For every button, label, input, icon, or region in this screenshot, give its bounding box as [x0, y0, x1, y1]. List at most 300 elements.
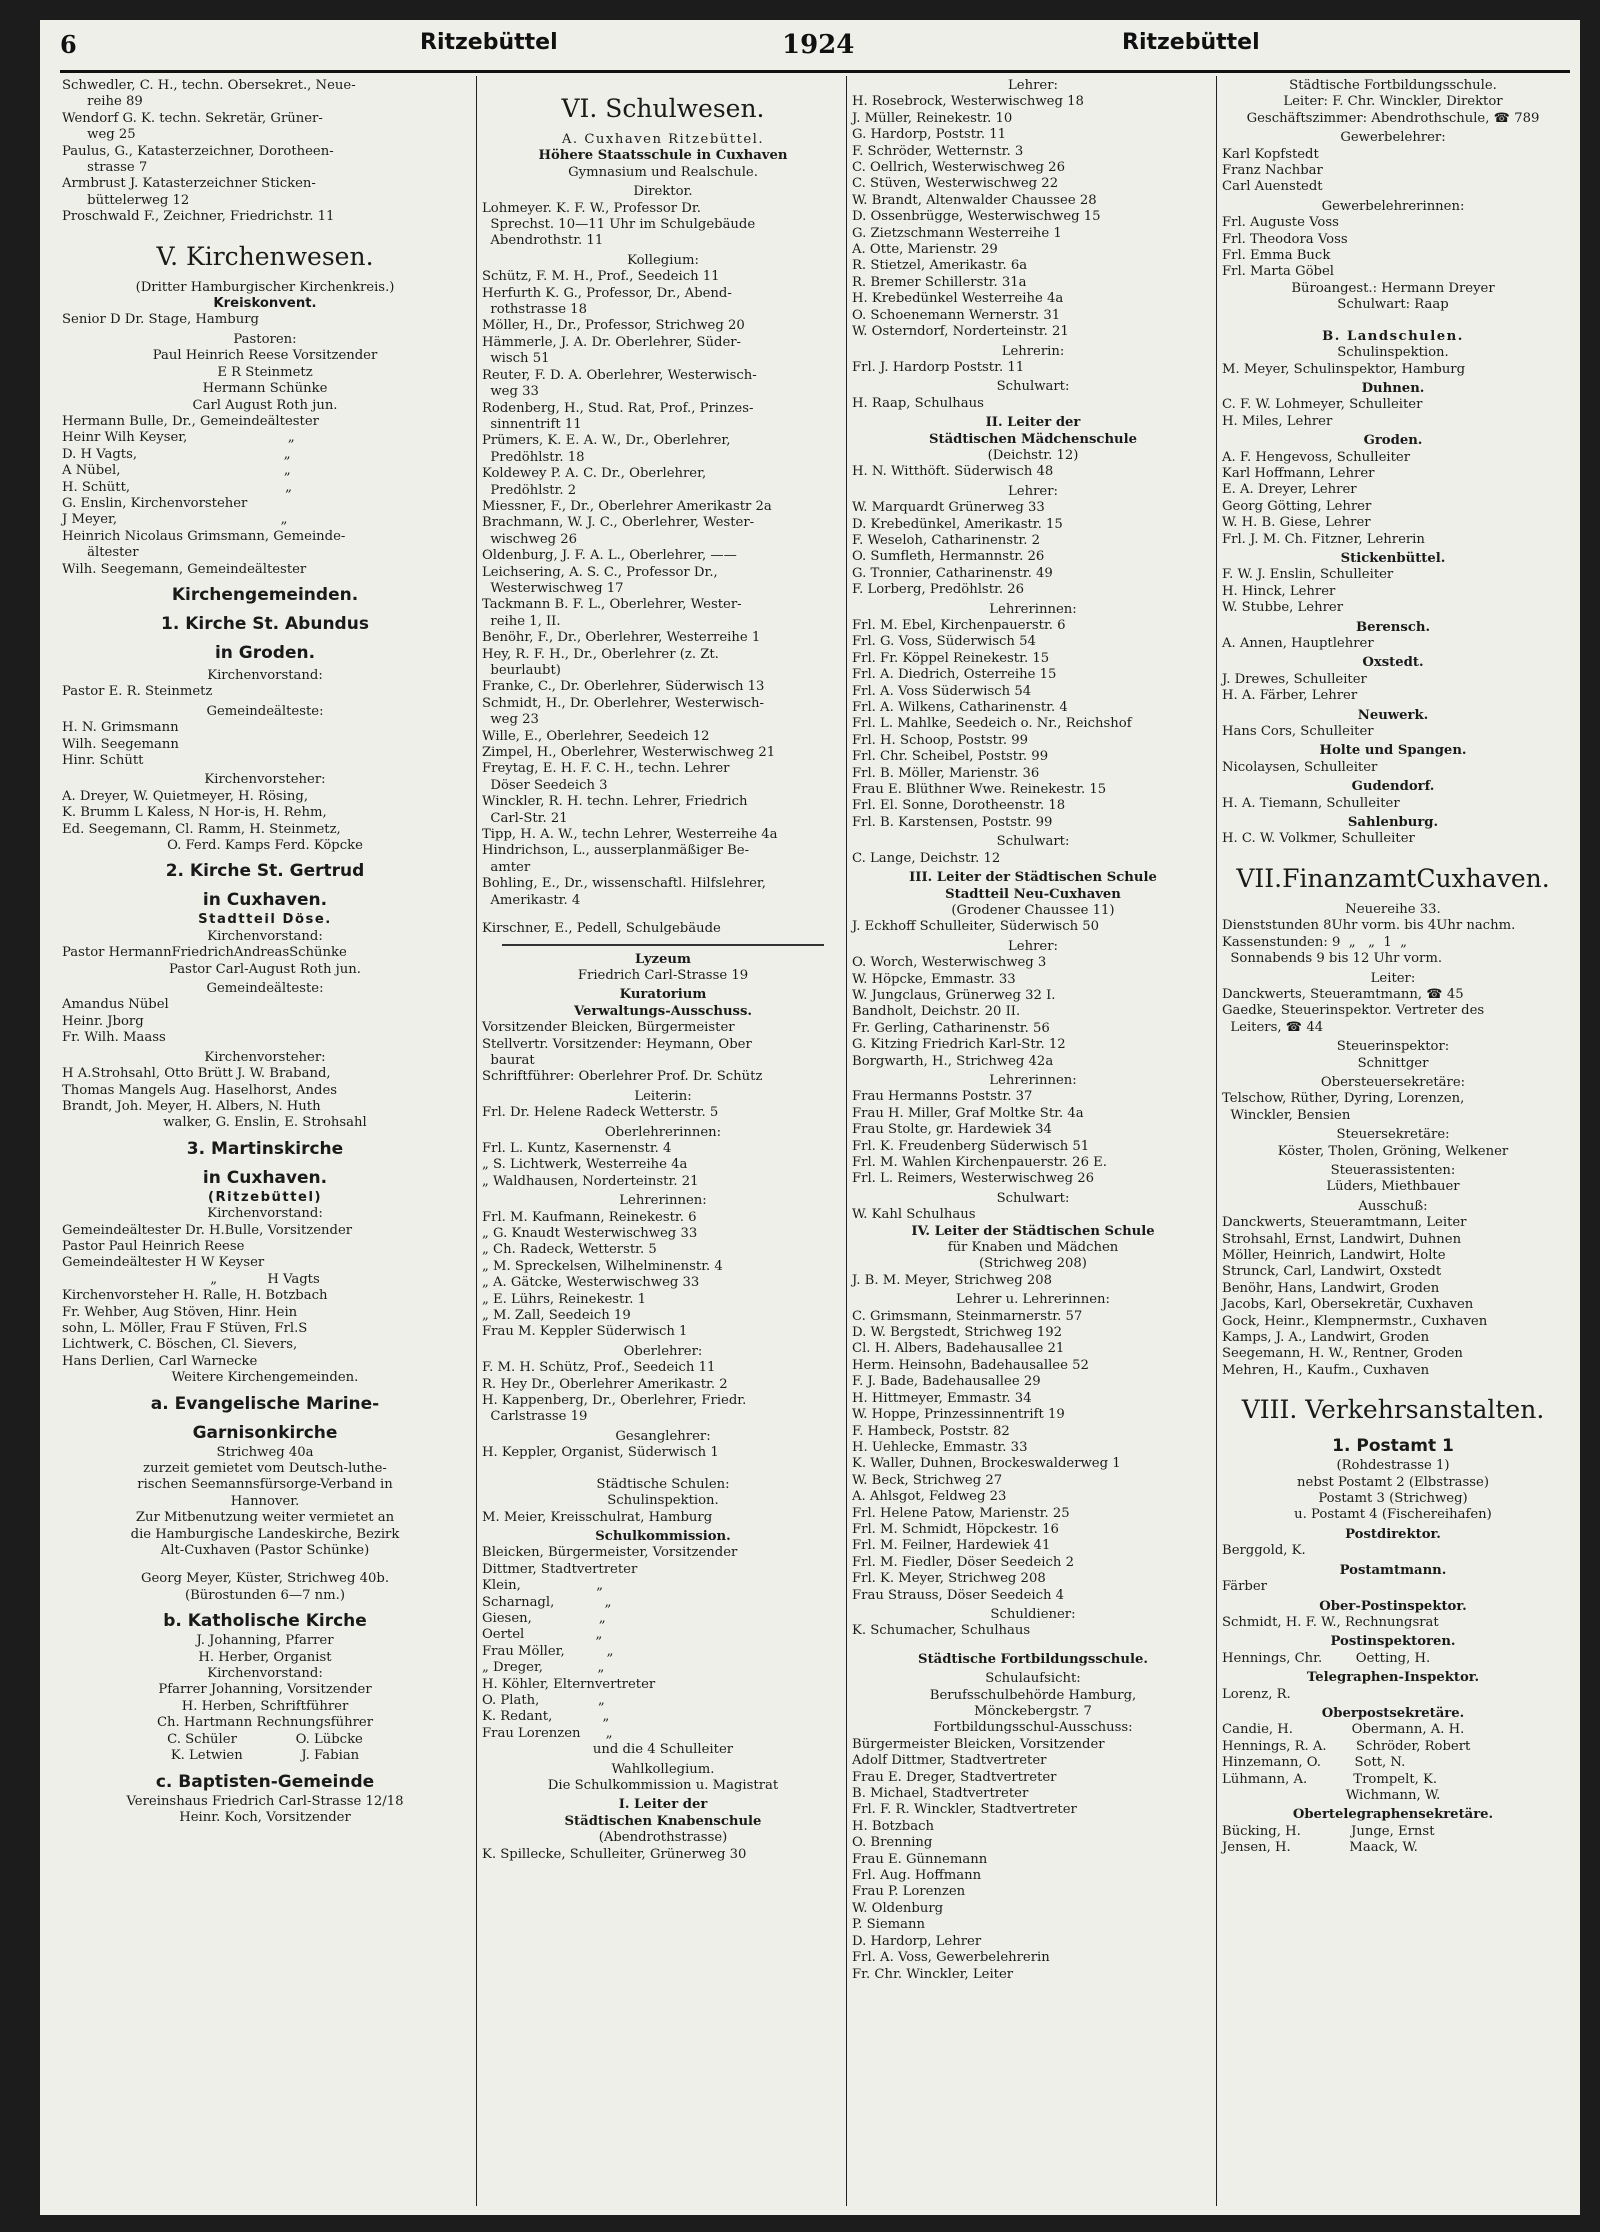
entry-line: Frau H. Miller, Graf Moltke Str. 4a: [852, 1105, 1084, 1121]
entry-line: D. Ossenbrügge, Westerwischweg 15: [852, 209, 1101, 225]
entry-line: Lorenz, R.: [1222, 1686, 1291, 1702]
entry-line: Postdirektor.: [1345, 1526, 1441, 1542]
entry-line: Frl. Emma Buck: [1222, 248, 1331, 264]
entry-line: Georg Götting, Lehrer: [1222, 498, 1372, 514]
entry-line: Lehrerinnen:: [619, 1193, 707, 1209]
section-heading: a. Evangelische Marine-: [150, 1393, 380, 1414]
entry-line: (Ritzebüttel): [207, 1189, 323, 1205]
entry-line: Senior D Dr. Stage, Hamburg: [62, 312, 259, 328]
entry-line: Fr. Wilh. Maass: [62, 1030, 166, 1046]
entry-line: Die Schulkommission u. Magistrat: [547, 1778, 779, 1793]
entry-line: Kirchenvorsteher:: [204, 1049, 326, 1065]
entry-line: Neuwerk.: [1357, 707, 1429, 723]
entry-line: G. Kitzing Friedrich Karl-Str. 12: [852, 1037, 1066, 1053]
entry-line: Fr. Chr. Winckler, Leiter: [852, 1966, 1014, 1982]
entry-line: Heinr. Jborg: [62, 1013, 144, 1029]
entry-line: B. Michael, Stadtvertreter: [852, 1786, 1029, 1802]
entry-line: W. Höpcke, Emmastr. 33: [852, 971, 1016, 987]
entry-line: D. Hardorp, Lehrer: [852, 1933, 982, 1949]
entry-line: (Abendrothstrasse): [598, 1830, 728, 1846]
entry-line: Abendrothstr. 11: [482, 233, 604, 249]
column-4: [1218, 78, 1568, 2198]
year: 1924: [782, 30, 855, 60]
entry-line: Gymnasium und Realschule.: [568, 164, 758, 180]
entry-line: [482, 1462, 844, 1474]
entry-line: Miessner, F., Dr., Oberlehrer Amerikastr 2a: [482, 498, 772, 514]
entry-line: D. H Vagts, „: [62, 446, 291, 462]
entry-line: Lyzeum: [635, 951, 691, 967]
entry-line: Oberpostsekretäre.: [1321, 1705, 1465, 1721]
entry-line: nebst Postamt 2 (Elbstrasse): [1297, 1474, 1489, 1490]
entry-line: Kreiskonvent.: [213, 296, 317, 312]
entry-line: J. Müller, Reinekestr. 10: [852, 110, 1013, 126]
entry-line: Armbrust J. Katasterzeichner Sticken-: [62, 176, 316, 192]
column-1: [58, 78, 472, 2198]
entry-line: Pastor E. R. Steinmetz: [62, 684, 213, 700]
entry-line: H. A. Tiemann, Schulleiter: [1222, 795, 1400, 811]
entry-line: Danckwerts, Steueramtmann, ☎ 45: [1222, 986, 1464, 1002]
entry-line: H. Uehlecke, Emmastr. 33: [852, 1439, 1028, 1455]
entry-line: Leiterin:: [634, 1088, 692, 1104]
entry-line: W. Stubbe, Lehrer: [1222, 600, 1343, 616]
entry-line: Schnittger: [1357, 1055, 1429, 1071]
section-heading: in Cuxhaven.: [202, 890, 328, 911]
entry-line: K. Brumm L Kaless, N Hor-is, H. Rehm,: [62, 805, 327, 821]
entry-line: Gock, Heinr., Klempnermstr., Cuxhaven: [1222, 1313, 1488, 1329]
entry-line: Wichmann, W.: [1345, 1787, 1441, 1803]
entry-line: Färber: [1222, 1579, 1267, 1595]
entry-line: Groden.: [1363, 433, 1423, 449]
entry-line: Hindrichson, L., ausserplanmäßiger Be-: [482, 843, 750, 859]
entry-line: Mehren, H., Kaufm., Cuxhaven: [1222, 1362, 1430, 1378]
directory-page: [40, 20, 1580, 2215]
entry-line: Städtische Fortbildungsschule.: [1289, 78, 1497, 93]
entry-line: Kuratorium: [619, 987, 707, 1003]
entry-line: Berufsschulbehörde Hamburg,: [929, 1687, 1137, 1703]
entry-line: walker, G. Enslin, E. Strohsahl: [163, 1115, 367, 1131]
entry-line: Danckwerts, Steueramtmann, Leiter: [1222, 1215, 1467, 1231]
entry-line: (Rohdestrasse 1): [1336, 1458, 1450, 1474]
entry-line: für Knaben und Mädchen: [947, 1240, 1119, 1256]
entry-line: Sonnabends 9 bis 12 Uhr vorm.: [1222, 951, 1443, 967]
entry-line: Paulus, G., Katasterzeichner, Dorotheen-: [62, 143, 334, 159]
entry-line: J. B. M. Meyer, Strichweg 208: [852, 1272, 1053, 1288]
entry-line: Gemeindeälteste:: [206, 981, 324, 997]
entry-line: (Dritter Hamburgischer Kirchenkreis.): [135, 279, 395, 295]
entry-line: H. Herben, Schriftführer: [181, 1698, 349, 1714]
section-heading: 3. Martinskirche: [186, 1138, 344, 1159]
entry-line: amter: [482, 859, 531, 875]
entry-line: Ausschuß:: [1358, 1198, 1428, 1214]
section-heading: VIII. Verkehrsanstalten.: [1241, 1395, 1545, 1425]
entry-line: Hermann Bulle, Dr., Gemeindeältester: [62, 413, 319, 429]
entry-line: O. Sumfleth, Hermannstr. 26: [852, 549, 1045, 565]
entry-line: Wilh. Seegemann: [62, 736, 179, 752]
page-number: 6: [60, 30, 77, 59]
entry-line: Carl-Str. 21: [482, 810, 568, 826]
entry-line: „ H Vagts: [210, 1271, 320, 1287]
entry-line: „ Ch. Radeck, Wetterstr. 5: [482, 1242, 657, 1258]
entry-line: Neuereihe 33.: [1345, 901, 1441, 917]
column-3: [848, 78, 1218, 2198]
entry-line: Westerwischweg 17: [482, 580, 624, 596]
entry-line: „ G. Knaudt Westerwischweg 33: [482, 1226, 698, 1241]
entry-line: Hinr. Schütt: [62, 753, 144, 768]
entry-line: Prümers, K. E. A. W., Dr., Oberlehrer,: [482, 433, 731, 449]
entry-line: R. Stietzel, Amerikastr. 6a: [852, 258, 1028, 274]
entry-line: K. Schumacher, Schulhaus: [852, 1623, 1031, 1639]
entry-line: „ M. Zall, Seedeich 19: [482, 1308, 631, 1324]
entry-line: F. W. J. Enslin, Schulleiter: [1222, 567, 1394, 583]
section-heading: in Groden.: [214, 642, 316, 663]
entry-line: Schriftführer: Oberlehrer Prof. Dr. Schütz: [482, 1069, 763, 1085]
entry-line: IV. Leiter der Städtischen Schule: [911, 1223, 1155, 1239]
entry-line: Dittmer, Stadtvertreter: [482, 1561, 638, 1577]
entry-line: wisch 51: [482, 351, 550, 367]
entry-line: „ E. Lührs, Reinekestr. 1: [482, 1291, 646, 1307]
entry-line: Leiter: F. Chr. Winckler, Direktor: [1283, 94, 1503, 110]
entry-line: Frau E. Dreger, Stadtvertreter: [852, 1769, 1057, 1785]
entry-line: Lehrerinnen:: [989, 601, 1077, 617]
entry-line: ältester: [62, 545, 139, 561]
section-heading: in Cuxhaven.: [202, 1167, 328, 1188]
entry-line: Geschäftszimmer: Abendrothschule, ☎ 789: [1246, 110, 1540, 126]
entry-line: Frl. M. Kaufmann, Reinekestr. 6: [482, 1209, 697, 1225]
entry-line: Frl. J. Hardorp Poststr. 11: [852, 359, 1025, 375]
entry-line: Frau E. Blüthner Wwe. Reinekestr. 15: [852, 782, 1107, 798]
entry-line: Bücking, H. Junge, Ernst: [1222, 1823, 1435, 1839]
entry-line: Frl. J. M. Ch. Fitzner, Lehrerin: [1222, 531, 1425, 547]
entry-line: Proschwald F., Zeichner, Friedrichstr. 11: [62, 209, 335, 225]
entry-line: Schütz, F. M. H., Prof., Seedeich 11: [482, 269, 720, 285]
entry-line: H. Hinck, Lehrer: [1222, 583, 1336, 599]
entry-line: W. Osterndorf, Norderteinstr. 21: [852, 324, 1069, 340]
entry-line: Frau Möller, „: [482, 1643, 614, 1659]
entry-line: A. Otte, Marienstr. 29: [852, 242, 998, 258]
entry-line: Frl. K. Freudenberg Süderwisch 51: [852, 1138, 1090, 1154]
entry-line: reihe 1, II.: [482, 613, 561, 629]
entry-line: Frl. Fr. Köppel Reinekestr. 15: [852, 650, 1050, 666]
entry-line: O. Brenning: [852, 1835, 933, 1851]
entry-line: Nicolaysen, Schulleiter: [1222, 759, 1378, 775]
entry-line: Seegemann, H. W., Rentner, Groden: [1222, 1346, 1463, 1362]
entry-line: Obersteuersekretäre:: [1320, 1074, 1466, 1090]
entry-line: beurlaubt): [482, 663, 561, 678]
entry-line: sinnentrift 11: [482, 416, 582, 432]
entry-line: „ M. Spreckelsen, Wilhelminenstr. 4: [482, 1258, 723, 1274]
entry-line: Rodenberg, H., Stud. Rat, Prof., Prinzes-: [482, 400, 754, 416]
entry-line: Städtische Schulen:: [596, 1476, 730, 1492]
entry-line: Cl. H. Albers, Badehausallee 21: [852, 1341, 1065, 1357]
entry-line: K. Letwien J. Fabian: [170, 1748, 360, 1764]
entry-line: Pastor HermannFriedrichAndreasSchünke: [62, 945, 347, 961]
entry-line: K. Spillecke, Schulleiter, Grünerweg 30: [482, 1846, 747, 1862]
entry-line: „ A. Gätcke, Westerwischweg 33: [482, 1275, 700, 1291]
page-header: [40, 20, 1580, 70]
entry-line: Scharnagl, „: [482, 1594, 612, 1610]
entry-line: Kirchenvorsteher H. Ralle, H. Botzbach: [62, 1288, 328, 1304]
entry-line: Leichsering, A. S. C., Professor Dr.,: [482, 564, 718, 580]
entry-line: Winckler, R. H. techn. Lehrer, Friedrich: [482, 794, 748, 810]
entry-line: Mönckebergstr. 7: [974, 1704, 1092, 1719]
entry-line: Frl. F. R. Winckler, Stadtvertreter: [852, 1802, 1077, 1818]
entry-line: [1222, 314, 1564, 326]
entry-line: Reuter, F. D. A. Oberlehrer, Westerwisch-: [482, 367, 757, 383]
entry-line: R. Bremer Schillerstr. 31a: [852, 274, 1027, 290]
running-title-left: Ritzebüttel: [420, 30, 558, 55]
entry-line: und die 4 Schulleiter: [592, 1742, 734, 1758]
entry-line: Carlstrasse 19: [482, 1409, 588, 1425]
entry-line: Frl. B. Möller, Marienstr. 36: [852, 765, 1040, 781]
entry-line: Steuerassistenten:: [1330, 1162, 1456, 1178]
entry-line: W. Beck, Strichweg 27: [852, 1472, 1003, 1488]
entry-line: Frl. M. Wahlen Kirchenpauerstr. 26 E.: [852, 1155, 1107, 1170]
entry-line: Frl. Dr. Helene Radeck Wetterstr. 5: [482, 1105, 719, 1121]
entry-line: Frau Strauss, Döser Seedeich 4: [852, 1587, 1065, 1603]
entry-line: Ober-Postinspektor.: [1319, 1598, 1467, 1614]
entry-line: Kamps, J. A., Landwirt, Groden: [1222, 1330, 1430, 1346]
entry-line: Schulaufsicht:: [985, 1671, 1081, 1687]
entry-line: W. H. B. Giese, Lehrer: [1222, 515, 1371, 531]
entry-line: Kirschner, E., Pedell, Schulgebäude: [482, 921, 721, 937]
entry-line: Frl. Theodora Voss: [1222, 231, 1348, 247]
entry-line: Gewerbelehrer:: [1340, 130, 1446, 146]
entry-line: II. Leiter der: [985, 415, 1081, 431]
entry-line: Pastoren:: [233, 331, 297, 347]
section-heading: Garnisonkirche: [192, 1422, 338, 1443]
entry-line: A. Cuxhaven Ritzebüttel.: [561, 132, 765, 147]
entry-line: Kirchenvorstand:: [207, 667, 323, 683]
entry-line: Franz Nachbar: [1222, 163, 1323, 179]
entry-line: Frl. Chr. Scheibel, Poststr. 99: [852, 749, 1049, 765]
entry-line: Karl Hoffmann, Lehrer: [1222, 465, 1375, 481]
entry-line: Candie, H. Obermann, A. H.: [1222, 1722, 1465, 1738]
section-heading: 1. Postamt 1: [1332, 1436, 1454, 1457]
entry-line: (Grodener Chaussee 11): [951, 902, 1115, 918]
entry-line: „ S. Lichtwerk, Westerreihe 4a: [482, 1157, 688, 1173]
entry-line: Frl. H. Schoop, Poststr. 99: [852, 732, 1028, 748]
entry-line: Schmidt, H., Dr. Oberlehrer, Westerwisch-: [482, 695, 764, 711]
entry-line: Oldenburg, J. F. A. L., Oberlehrer, ——: [482, 548, 737, 564]
entry-line: H. Krebedünkel Westerreihe 4a: [852, 291, 1064, 307]
entry-line: Hermann Schünke: [202, 381, 328, 397]
entry-line: Hans Derlien, Carl Warnecke: [62, 1353, 258, 1369]
entry-line: H. Hittmeyer, Emmastr. 34: [852, 1390, 1032, 1406]
header-rule: [60, 70, 1570, 73]
entry-line: Wahlkollegium.: [611, 1761, 715, 1777]
entry-line: Freytag, E. H. F. C. H., techn. Lehrer: [482, 761, 730, 777]
entry-line: Oxstedt.: [1362, 655, 1424, 671]
entry-line: zurzeit gemietet vom Deutsch-luthe-: [143, 1461, 387, 1476]
entry-line: Frl. K. Meyer, Strichweg 208: [852, 1571, 1046, 1587]
entry-line: Möller, Heinrich, Landwirt, Holte: [1222, 1248, 1446, 1263]
entry-line: Frl. A. Wilkens, Catharinenstr. 4: [852, 700, 1068, 716]
entry-line: Schulwart: Raap: [1337, 297, 1449, 313]
entry-line: Berggold, K.: [1222, 1543, 1306, 1559]
entry-line: F. Hambeck, Poststr. 82: [852, 1423, 1010, 1439]
entry-line: Amerikastr. 4: [482, 892, 581, 908]
entry-line: G. Enslin, Kirchenvorsteher: [62, 495, 248, 511]
entry-line: Städtische Fortbildungsschule.: [918, 1651, 1148, 1667]
entry-line: Büroangest.: Hermann Dreyer: [1291, 280, 1495, 296]
entry-line: Borgwarth, H., Strichweg 42a: [852, 1053, 1054, 1069]
entry-line: F. M. H. Schütz, Prof., Seedeich 11: [482, 1360, 716, 1376]
entry-line: O. Plath, „: [482, 1692, 605, 1708]
entry-line: Winckler, Bensien: [1222, 1107, 1351, 1123]
entry-line: [482, 909, 844, 921]
entry-line: M. Meier, Kreisschulrat, Hamburg: [482, 1509, 713, 1525]
column-divider: [476, 76, 477, 2206]
entry-line: Postinspektoren.: [1330, 1634, 1456, 1650]
entry-line: Gudendorf.: [1351, 779, 1435, 795]
entry-line: J. Johanning, Pfarrer: [196, 1633, 334, 1649]
entry-line: Frl. Marta Göbel: [1222, 264, 1335, 280]
entry-line: büttelerweg 12: [62, 192, 190, 208]
entry-line: W. Hoppe, Prinzessinnentrift 19: [852, 1407, 1065, 1423]
entry-line: Hämmerle, J. A. Dr. Oberlehrer, Süder-: [482, 334, 742, 350]
entry-line: F. Lorberg, Predöhlstr. 26: [852, 582, 1025, 598]
entry-line: die Hamburgische Landeskirche, Bezirk: [130, 1526, 400, 1542]
entry-line: Heinr Wilh Keyser, „: [62, 430, 295, 446]
entry-line: H. N. Grimsmann: [62, 720, 179, 736]
entry-line: Franke, C., Dr. Oberlehrer, Süderwisch 13: [482, 679, 765, 695]
section-heading: Kirchengemeinden.: [171, 584, 359, 605]
entry-line: F. J. Bade, Badehausallee 29: [852, 1374, 1041, 1390]
section-heading: VI. Schulwesen.: [561, 94, 765, 123]
entry-line: Lüders, Miethbauer: [1326, 1179, 1460, 1195]
entry-line: Steuerinspektor:: [1336, 1039, 1450, 1055]
entry-line: Lehrer:: [1008, 938, 1058, 954]
entry-line: Schulkommission.: [595, 1528, 731, 1544]
entry-line: Städtischen Knabenschule: [564, 1813, 762, 1829]
entry-line: Fr. Gerling, Catharinenstr. 56: [852, 1020, 1050, 1036]
entry-line: Frl. Aug. Hoffmann: [852, 1868, 982, 1884]
entry-line: Benöhr, F., Dr., Oberlehrer, Westerreihe 1: [482, 630, 761, 646]
entry-line: A. Dreyer, W. Quietmeyer, H. Rösing,: [62, 788, 309, 804]
entry-line: Frau Stolte, gr. Hardewiek 34: [852, 1122, 1052, 1138]
entry-line: Frl. M. Feilner, Hardewiek 41: [852, 1538, 1051, 1554]
entry-line: Bohling, E., Dr., wissenschaftl. Hilfslehrer,: [482, 876, 766, 892]
entry-line: [502, 944, 824, 946]
entry-line: Frl. G. Voss, Süderwisch 54: [852, 634, 1036, 650]
entry-line: Köster, Tholen, Gröning, Welkener: [1277, 1143, 1509, 1159]
entry-line: H. Rosebrock, Westerwischweg 18: [852, 94, 1084, 110]
entry-line: Strichweg 40a: [216, 1444, 314, 1460]
entry-line: Duhnen.: [1361, 380, 1425, 396]
entry-line: Städtischen Mädchenschule: [928, 431, 1138, 447]
entry-line: Benöhr, Hans, Landwirt, Groden: [1222, 1280, 1440, 1296]
entry-line: Paul Heinrich Reese Vorsitzender: [152, 348, 378, 364]
entry-line: Stellvertr. Vorsitzender: Heymann, Ober: [482, 1036, 752, 1052]
entry-line: Obertelegraphensekretäre.: [1292, 1807, 1494, 1823]
entry-line: Frl. M. Schmidt, Höpckestr. 16: [852, 1521, 1059, 1537]
entry-line: weg 25: [62, 127, 136, 143]
entry-line: Gemeindeältester H W Keyser: [62, 1255, 265, 1271]
entry-line: Wille, E., Oberlehrer, Seedeich 12: [482, 728, 710, 744]
entry-line: Thomas Mangels Aug. Haselhorst, Andes: [62, 1082, 338, 1098]
entry-line: Steuersekretäre:: [1336, 1127, 1450, 1143]
entry-line: Lohmeyer. K. F. W., Professor Dr.: [482, 200, 701, 216]
entry-line: Pastor Carl-August Roth jun.: [169, 961, 361, 977]
entry-line: rothstrasse 18: [482, 302, 587, 318]
entry-line: Frl. M. Ebel, Kirchenpauerstr. 6: [852, 618, 1066, 633]
entry-line: Weitere Kirchengemeinden.: [171, 1370, 359, 1386]
entry-line: weg 33: [482, 384, 539, 400]
entry-line: Zur Mitbenutzung weiter vermietet an: [135, 1510, 395, 1526]
entry-line: C. Grimsmann, Steinmarnerstr. 57: [852, 1308, 1083, 1324]
section-heading: V. Kirchenwesen.: [156, 241, 374, 271]
entry-line: Tipp, H. A. W., techn Lehrer, Westerreihe 4a: [482, 827, 778, 843]
entry-line: Telegraphen-Inspektor.: [1306, 1670, 1480, 1686]
entry-line: Direktor.: [633, 184, 693, 200]
entry-line: Ch. Hartmann Rechnungsführer: [156, 1715, 374, 1731]
entry-line: Gemeindeältester Dr. H.Bulle, Vorsitzender: [62, 1222, 353, 1238]
entry-line: Lehrer:: [1008, 483, 1058, 499]
entry-line: Bürgermeister Bleicken, Vorsitzender: [852, 1736, 1105, 1752]
entry-line: C. Stüven, Westerwischweg 22: [852, 176, 1059, 192]
entry-line: O. Ferd. Kamps Ferd. Köpcke: [167, 838, 363, 854]
entry-line: Hans Cors, Schulleiter: [1222, 724, 1374, 740]
entry-line: Frl. L. Kuntz, Kasernenstr. 4: [482, 1140, 672, 1156]
entry-line: Verwaltungs-Ausschuss.: [574, 1003, 752, 1019]
entry-line: Bleicken, Bürgermeister, Vorsitzender: [482, 1545, 738, 1561]
section-heading: VII.FinanzamtCuxhaven.: [1236, 863, 1550, 893]
entry-line: W. Kahl Schulhaus: [852, 1207, 976, 1223]
entry-line: W. Oldenburg: [852, 1900, 944, 1916]
entry-line: A. F. Hengevoss, Schulleiter: [1222, 449, 1411, 465]
entry-line: Hinzemann, O. Sott, N.: [1222, 1755, 1406, 1771]
entry-line: Pastor Paul Heinrich Reese: [62, 1238, 245, 1254]
entry-line: H. Miles, Lehrer: [1222, 413, 1333, 429]
entry-line: Heinr. Koch, Vorsitzender: [179, 1809, 351, 1825]
entry-line: Gaedke, Steuerinspektor. Vertreter des: [1222, 1003, 1485, 1019]
entry-line: D. W. Bergstedt, Strichweg 192: [852, 1325, 1062, 1341]
entry-line: Frau Hermanns Poststr. 37: [852, 1089, 1033, 1105]
entry-line: K. Waller, Duhnen, Brockeswalderweg 1: [852, 1456, 1121, 1472]
entry-line: H. N. Witthöft. Süderwisch 48: [852, 464, 1054, 480]
entry-line: Friedrich Carl-Strasse 19: [577, 967, 749, 983]
entry-line: Lehrerinnen:: [989, 1072, 1077, 1088]
entry-line: J. Eckhoff Schulleiter, Süderwisch 50: [852, 919, 1100, 935]
entry-line: A. Ahlsgot, Feldweg 23: [852, 1489, 1007, 1505]
entry-line: Postamtmann.: [1339, 1562, 1447, 1578]
entry-line: Wilh. Seegemann, Gemeindeältester: [62, 561, 307, 577]
entry-line: Oberlehrerinnen:: [604, 1124, 722, 1140]
entry-line: H. Schütt, „: [62, 479, 293, 495]
entry-line: C. Lange, Deichstr. 12: [852, 850, 1001, 866]
entry-line: Kirchenvorstand:: [207, 1666, 323, 1682]
entry-line: Sprechst. 10—11 Uhr im Schulgebäude: [482, 217, 756, 233]
entry-line: Schulwart:: [996, 379, 1070, 395]
entry-line: Kirchenvorstand:: [207, 928, 323, 944]
entry-line: Kassenstunden: 9 „ „ 1 „: [1222, 934, 1407, 950]
entry-line: F. Schröder, Wetternstr. 3: [852, 143, 1024, 159]
entry-line: Gemeindeälteste:: [206, 703, 324, 719]
entry-line: D. Krebedünkel, Amerikastr. 15: [852, 516, 1063, 532]
entry-line: I. Leiter der: [618, 1797, 708, 1813]
entry-line: Dienststunden 8Uhr vorm. bis 4Uhr nachm.: [1222, 918, 1516, 934]
entry-line: Georg Meyer, Küster, Strichweg 40b.: [140, 1571, 390, 1587]
entry-line: Schuldiener:: [990, 1606, 1076, 1622]
entry-line: Berensch.: [1355, 619, 1431, 635]
entry-line: H. C. W. Volkmer, Schulleiter: [1222, 831, 1415, 847]
entry-line: Pfarrer Johanning, Vorsitzender: [158, 1682, 372, 1698]
entry-line: Leiters, ☎ 44: [1222, 1019, 1324, 1035]
entry-line: Frl. Auguste Voss: [1222, 215, 1339, 231]
entry-line: C. Schüler O. Lübcke: [167, 1731, 363, 1747]
entry-line: Zimpel, H., Oberlehrer, Westerwischweg 21: [482, 745, 776, 761]
column-2: [478, 78, 848, 2198]
